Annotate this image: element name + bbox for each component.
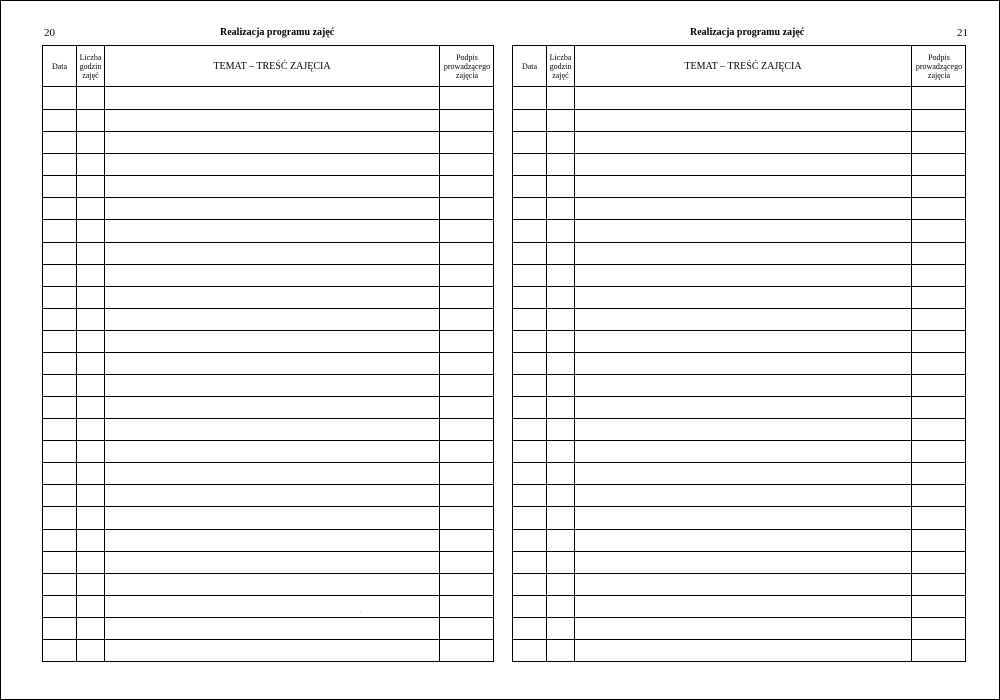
header-date: Data — [51, 61, 68, 71]
table-row-rule — [513, 639, 965, 640]
table-row-rule — [43, 219, 493, 220]
table-rows — [513, 87, 965, 661]
table-row-rule — [43, 440, 493, 441]
table-header-row — [43, 46, 493, 87]
table-row-rule — [513, 595, 965, 596]
header-topic: TEMAT – TREŚĆ ZAJĘCIA — [213, 60, 331, 72]
header-hours: Liczba godzin zajęć — [549, 52, 572, 80]
table-row-rule — [43, 573, 493, 574]
table-row-rule — [43, 242, 493, 243]
header-hours: Liczba godzin zajęć — [79, 52, 102, 80]
table-row-rule — [513, 506, 965, 507]
table-row-rule — [43, 396, 493, 397]
table-row-rule — [43, 197, 493, 198]
table-row-rule — [43, 462, 493, 463]
lesson-log-table — [42, 45, 494, 662]
table-row-rule — [43, 529, 493, 530]
table-row-rule — [43, 109, 493, 110]
table-row-rule — [43, 352, 493, 353]
table-row-rule — [43, 330, 493, 331]
table-row-rule — [43, 308, 493, 309]
table-row-rule — [513, 153, 965, 154]
table-row-rule — [513, 617, 965, 618]
table-row-rule — [513, 418, 965, 419]
table-rows — [43, 87, 493, 661]
table-row-rule — [513, 286, 965, 287]
table-row-rule — [43, 153, 493, 154]
right-page — [512, 0, 968, 700]
page-title: Realizacja programu zajęć — [220, 27, 335, 38]
table-row-rule — [513, 242, 965, 243]
table-row-rule — [43, 131, 493, 132]
table-row-rule — [43, 418, 493, 419]
table-row-rule — [513, 264, 965, 265]
table-row-rule — [43, 595, 493, 596]
header-date: Data — [521, 61, 538, 71]
header-topic: TEMAT – TREŚĆ ZAJĘCIA — [684, 60, 802, 72]
table-row-rule — [513, 175, 965, 176]
table-row-rule — [513, 551, 965, 552]
table-row-rule — [513, 396, 965, 397]
table-row-rule — [43, 264, 493, 265]
table-row-rule — [43, 617, 493, 618]
table-row-rule — [513, 308, 965, 309]
table-row-rule — [43, 506, 493, 507]
table-row-rule — [513, 330, 965, 331]
table-row-rule — [43, 175, 493, 176]
table-row-rule — [513, 573, 965, 574]
table-row-rule — [43, 551, 493, 552]
lesson-log-table — [512, 45, 966, 662]
table-row-rule — [513, 484, 965, 485]
page-number: 21 — [957, 27, 968, 39]
table-row-rule — [513, 352, 965, 353]
page-title: Realizacja programu zajęć — [690, 27, 805, 38]
table-row-rule — [513, 197, 965, 198]
header-signature: Podpis prowadzącego zajęcia — [915, 52, 963, 80]
table-row-rule — [513, 374, 965, 375]
page-number: 20 — [44, 27, 55, 39]
table-header-row — [513, 46, 965, 87]
stray-ink-mark: · — [360, 610, 362, 616]
table-row-rule — [513, 440, 965, 441]
table-row-rule — [513, 462, 965, 463]
table-row-rule — [43, 374, 493, 375]
table-row-rule — [43, 639, 493, 640]
table-row-rule — [513, 109, 965, 110]
table-row-rule — [43, 484, 493, 485]
table-row-rule — [513, 219, 965, 220]
header-signature: Podpis prowadzącego zajęcia — [443, 52, 491, 80]
left-page — [42, 0, 498, 700]
table-row-rule — [513, 529, 965, 530]
table-row-rule — [43, 286, 493, 287]
table-row-rule — [513, 131, 965, 132]
